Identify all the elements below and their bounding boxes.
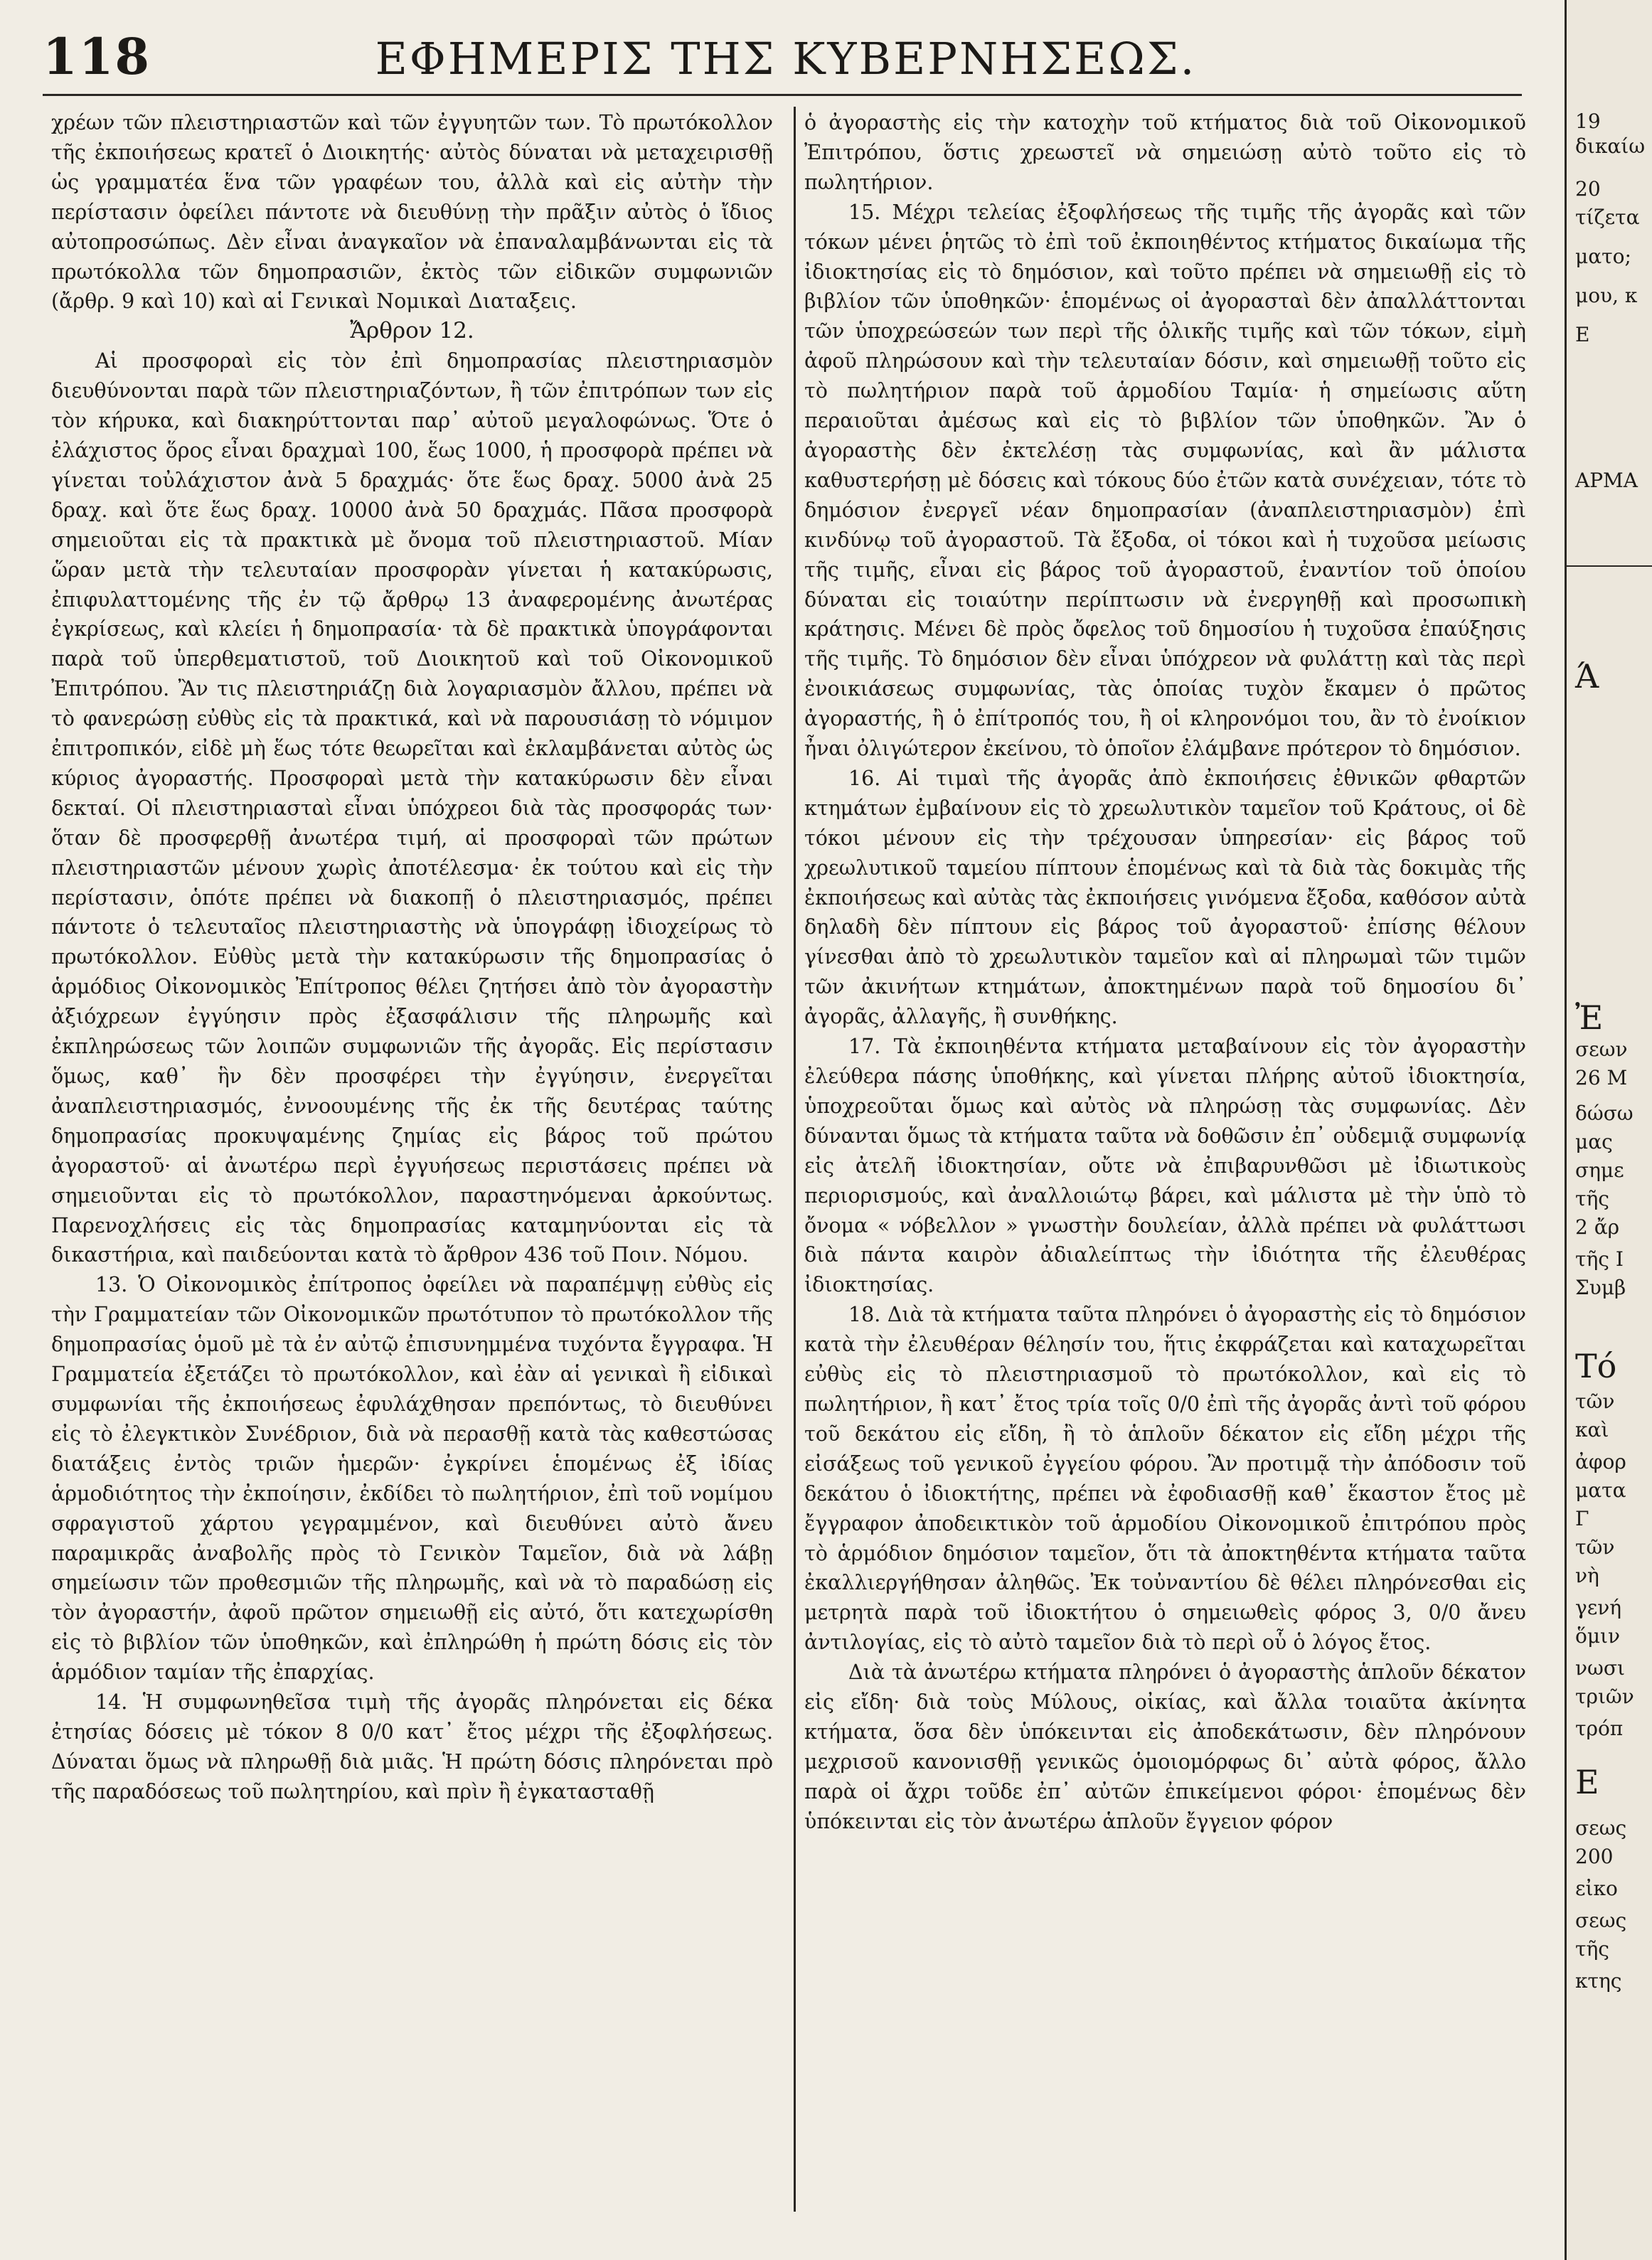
adjacent-page-fragment: κτης — [1575, 1969, 1622, 1993]
adjacent-page-fragment: 19 — [1575, 110, 1601, 133]
adjacent-page-fragment: ἀφορ — [1575, 1450, 1626, 1473]
paragraph-16: 16. Αἱ τιμαὶ τῆς ἀγορᾶς ἀπὸ ἐκποιήσεις ἐθνικῶν φθαρτῶν κτημάτων ἐμβαίνουν εἰς τὸ χρεωλυτικὸν ταμεῖον τοῦ Κράτους, οἱ δὲ τόκοι μένουν εἰς τὴν τρέχουσαν ὑπηρεσίαν· εἰς βάρος τοῦ χρεωλυτικοῦ ταμείου πίπτουν ἑπομένως καὶ τὰ διὰ τὰς δοκιμὰς τῆς ἐκποιήσεως καὶ αὐτὰς τὰς ἐκποιήσεις γινόμενα ἔξοδα, καθόσον αὐτὰ δηλαδὴ δὲν πίπτουν εἰς βάρος τοῦ ἀγοραστοῦ· ἐπίσης θέλουν γίνεσθαι ἀπὸ τὸ χρεωλυτικὸν ταμεῖον καὶ αἱ πληρωμαὶ τῶν τιμῶν τῶν ἀκινήτων κτημάτων, ἀποκτημένων παρὰ τοῦ δημοσίου δι᾽ ἀγορᾶς, ἀλλαγῆς, ἢ συνθήκης. — [804, 766, 1526, 1029]
adjacent-page-fragment: ματα — [1575, 1478, 1626, 1502]
column-divider — [794, 107, 796, 2212]
header-rule — [43, 94, 1522, 96]
adjacent-page-edge — [1565, 0, 1652, 2260]
adjacent-page-fragment: σεως — [1575, 1816, 1627, 1840]
adjacent-page-fragment: Ε — [1575, 1763, 1599, 1801]
adjacent-page-fragment: 26 Μ — [1575, 1066, 1628, 1089]
paragraph-14: 14. Ἡ συμφωνηθεῖσα τιμὴ τῆς ἀγορᾶς πληρόνεται εἰς δέκα ἐτησίας δόσεις μὲ τόκον 8 0/0 κατ᾽ ἔτος μέχρι τῆς ἐξοφλήσεως. Δύναται ὅμως νὰ πληρωθῇ διὰ μιᾶς. Ἡ πρώτη δόσις πληρόνεται πρὸ τῆς παραδόσεως τοῦ πωλητηρίου, καὶ πρὶν ἢ ἐγκατασταθῇ — [51, 1690, 773, 1803]
adjacent-page-fragment: μας — [1575, 1130, 1613, 1153]
adjacent-page-fragment: σεων — [1575, 1038, 1628, 1061]
adjacent-page-fragment: τῶν — [1575, 1535, 1615, 1559]
paragraph-14-continued: ὁ ἀγοραστὴς εἰς τὴν κατοχὴν τοῦ κτήματος διὰ τοῦ Οἰκονομικοῦ Ἐπιτρόπου, ὅστις χρεωστεῖ νὰ σημειώσῃ αὐτὸ τοῦτο εἰς τὸ πωλητήριον. — [804, 111, 1526, 194]
adjacent-page-fragment: σεως — [1575, 1909, 1627, 1932]
adjacent-page-fragment: ὅμιν — [1575, 1624, 1621, 1648]
adjacent-page-fragment: Τό — [1575, 1347, 1617, 1385]
adjacent-page-fragment: τῶν — [1575, 1390, 1615, 1413]
paragraph-18: 18. Διὰ τὰ κτήματα ταῦτα πληρόνει ὁ ἀγοραστὴς εἰς τὸ δημόσιον κατὰ τὴν ἐλευθέραν θέλησίν του, ἥτις ἐκφράζεται καὶ καταχωρεῖται εὐθὺς εἰς τὸ πλειστηριασμοῦ τὸ πρωτόκολλον, καὶ εἰς τὸ πωλητήριον, ἢ κατ᾽ ἔτος τρία τοῖς 0/0 ἐπὶ τῆς ἀγορᾶς ἀντὶ τοῦ φόρου τοῦ δεκάτου εἰς εἴδη, ἢ τὸ ἁπλοῦν δέκατον εἰς εἴδη μέχρι τῆς εἰσάξεως τοῦ γενικοῦ ἐγγείου φόρου. Ἂν προτιμᾷ τὴν ἀπόδοσιν τοῦ δεκάτου ὁ ἰδιοκτήτης, πρέπει νὰ ἐφοδιασθῇ καθ᾽ ἕκαστον ἔτος μὲ ἔγγραφον ἀποδεικτικὸν τοῦ ἁρμοδίου Οἰκονομικοῦ ἐπιτρόπου πρὸς τὸ ἁρμόδιον δημόσιον ταμεῖον, ὅτι τὰ ἀποκτηθέντα κτήματα ταῦτα ἐκαλλιεργήθησαν ἀληθῶς. Ἐκ τοὐναντίου δὲ θέλει πληρόνεσθαι εἰς μετρητὰ παρὰ τοῦ ἰδιοκτήτου ὁ σημειωθεὶς φόρος 3, 0/0 ἄνευ ἀντιλογίας, εἰς τὸ αὐτὸ ταμεῖον διὰ τὸ περὶ οὗ ὁ λόγος ἔτος. — [804, 1303, 1526, 1655]
adjacent-page-fragment: σημε — [1575, 1158, 1624, 1182]
page-number: 118 — [43, 27, 151, 86]
adjacent-page-fragment: Συμβ — [1575, 1276, 1626, 1299]
right-column — [804, 108, 1526, 2234]
adjacent-page-fragment: Ἐ — [1575, 998, 1604, 1037]
article-heading: Ἄρθρον 12. — [350, 318, 474, 344]
journal-title: ΕΦΗΜΕΡΙΣ ΤΗΣ ΚΥΒΕΡΝΗΣΕΩΣ. — [375, 33, 1197, 85]
paragraph-18-second: Διὰ τὰ ἀνωτέρω κτήματα πληρόνει ὁ ἀγοραστὴς ἁπλοῦν δέκατον εἰς εἴδη· διὰ τοὺς Μύλους, οἰκίας, καὶ ἄλλα τοιαῦτα ἀκίνητα κτήματα, ὅσα δὲν ὑπόκεινται εἰς ἀποδεκάτωσιν, δὲν πληρόνουν μεχρισοῦ κανονισθῇ γενικῶς ὁμοιομόρφως δι᾽ αὐτὰ φόρος, ἄλλο παρὰ οἱ ἄχρι τοῦδε ἐπ᾽ αὐτῶν ἐπικείμενοι φόροι· ἑπομένως δὲν ὑπόκεινται εἰς τὸν ἀνωτέρω ἁπλοῦν ἔγγειον φόρον — [804, 1661, 1526, 1833]
page-header — [43, 27, 1529, 95]
adjacent-page-fragment: 2 ἄρ — [1575, 1215, 1620, 1239]
adjacent-page-fragment: τριῶν — [1575, 1685, 1634, 1708]
adjacent-page-fragment: τῆς — [1575, 1937, 1609, 1961]
adjacent-page-fragment: μου, κ — [1575, 284, 1638, 307]
adjacent-page-fragment: 200 — [1575, 1845, 1614, 1868]
paragraph-article-12: Αἱ προσφοραὶ εἰς τὸν ἐπὶ δημοπρασίας πλειστηριασμὸν διευθύνονται παρὰ τῶν πλειστηριαζόντων, ἢ τῶν ἐπιτρόπων των εἰς τὸν κήρυκα, καὶ διακηρύττονται παρ᾽ αὐτοῦ μεγαλοφώνως. Ὅτε ὁ ἐλάχιστος ὅρος εἶναι δραχμαὶ 100, ἕως 1000, ἡ προσφορὰ πρέπει νὰ γίνεται τοὐλάχιστον ἀνὰ 5 δραχμάς· ὅτε ἕως δραχ. 5000 ἀνὰ 25 δραχ. καὶ ὅτε ἕως δραχ. 10000 ἀνὰ 50 δραχμάς. Πᾶσα προσφορὰ σημειοῦται εἰς τὰ πρακτικὰ μὲ ὄνομα τοῦ πλειστηριαστοῦ. Μίαν ὥραν μετὰ τὴν τελευταίαν προσφορὰν γίνεται ἡ κατακύρωσις, ἐπιφυλαττομένης τῆς ἐν τῷ ἄρθρῳ 13 ἀναφερομένης ἀνωτέρας ἐγκρίσεως, καὶ κλείει ἡ δημοπρασία· τὰ δὲ πρακτικὰ ὑπογράφονται παρὰ τοῦ ὑπερθεματιστοῦ, τοῦ Διοικητοῦ καὶ τοῦ Οἰκονομικοῦ Ἐπιτρόπου. Ἂν τις πλειστηριάζῃ διὰ λογαριασμὸν ἄλλου, πρέπει νὰ τὸ φανερώσῃ εὐθὺς εἰς τὰ πρακτικά, καὶ νὰ παρουσιάσῃ τὸ νόμιμον ἐπιτροπικόν, εἰδὲ μὴ ἕως τότε θεωρεῖται καὶ ἐκλαμβάνεται αὐτὸς ὡς κύριος ἀγοραστής. Προσφοραὶ μετὰ τὴν κατακύρωσιν δὲν εἶναι δεκταί. Οἱ πλειστηριασταὶ εἶναι ὑπόχρεοι διὰ τὰς προσφοράς των· ὅταν δὲ προσφερθῇ ἀνωτέρα τιμή, αἱ προσφοραὶ τῶν πρώτων πλειστηριαστῶν μένουν χωρὶς ἀποτέλεσμα· ἐκ τούτου καὶ εἰς τὴν περίστασιν, ὁπότε πρέπει νὰ διακοπῇ ὁ πλειστηριασμός, πρέπει πάντοτε ὁ τελευταῖος πλειστηριαστὴς νὰ ὑπογράφῃ ἰδιοχείρως τὸ πρωτόκολλον. Εὐθὺς μετὰ τὴν κατακύρωσιν τῆς δημοπρασίας ὁ ἁρμόδιος Οἰκονομικὸς Ἐπίτροπος θέλει ζητήσει ἀπὸ τὸν ἀγοραστὴν ἀξιόχρεων ἐγγύησιν πρὸς ἐξασφάλισιν τῆς πληρωμῆς καὶ ἐκπληρώσεως τῶν λοιπῶν συμφωνιῶν τῆς ἀγορᾶς. Εἰς περίστασιν ὅμως, καθ᾽ ἣν δὲν προσφέρει τὴν ἐγγύησιν, ἐνεργεῖται ἀναπλειστηριασμός, ἐννοουμένης τῆς ἐκ τῆς δευτέρας ταύτης δημοπρασίας προκυψαμένης ζημίας εἰς βάρος τοῦ πρώτου ἀγοραστοῦ· αἱ ἀνωτέρω περὶ ἐγγυήσεως περιστάσεις πρέπει νὰ σημειοῦνται εἰς τὸ πρωτόκολλον, παραστηνόμεναι ἀρκούντως. Παρενοχλήσεις εἰς τὰς δημοπρασίας καταμηνύονται εἰς τὰ δικαστήρια, καὶ παιδεύονται κατὰ τὸ ἄρθρον 436 τοῦ Ποιν. Νόμου. — [51, 349, 773, 1267]
adjacent-page-fragment: δώσω — [1575, 1102, 1634, 1125]
adjacent-page-fragment: ΑΡΜΑ — [1575, 469, 1638, 492]
adjacent-page-fragment: Ε — [1575, 323, 1590, 346]
paragraph-article-11-end: χρέων τῶν πλειστηριαστῶν καὶ τῶν ἐγγυητῶν των. Τὸ πρωτόκολλον τῆς ἐκποιήσεως κρατεῖ ὁ Διοικητής· αὐτὸς δύναται νὰ μεταχειρισθῇ ὡς γραμματέα ἕνα τῶν γραφέων του, ἀλλὰ καὶ εἰς αὐτὴν τὴν περίστασιν ὀφείλει πάντοτε νὰ διευθύνῃ τὴν πρᾶξιν αὐτὸς ὁ ἴδιος αὐτοπροσώπως. Δὲν εἶναι ἀναγκαῖον νὰ ἐπαναλαμβάνωνται εἰς τὰ πρωτόκολλα τῶν δημοπρασιῶν, ἐκτὸς τῶν εἰδικῶν συμφωνιῶν (ἄρθρ. 9 καὶ 10) καὶ αἱ Γενικαὶ Νομικαὶ Διαταξεις. — [51, 111, 773, 314]
adjacent-page-fragment: νωσι — [1575, 1656, 1625, 1680]
adjacent-page-fragment: δικαίω — [1575, 134, 1646, 158]
adjacent-page-fragment: καὶ — [1575, 1418, 1609, 1441]
adjacent-page-rule — [1567, 565, 1652, 567]
adjacent-page-fragment: εἰκο — [1575, 1877, 1618, 1900]
left-column — [51, 108, 773, 2234]
adjacent-page-fragment: τῆς — [1575, 1187, 1609, 1210]
adjacent-page-fragment: ματο; — [1575, 245, 1631, 268]
adjacent-page-fragment: Ά — [1575, 657, 1599, 695]
adjacent-page-fragment: Γ — [1575, 1507, 1589, 1530]
paragraph-17: 17. Τὰ ἐκποιηθέντα κτήματα μεταβαίνουν εἰς τὸν ἀγοραστὴν ἐλεύθερα πάσης ὑποθήκης, καὶ γίνεται πλήρης αὐτοῦ ἰδιοκτησία, ὑποχρεοῦται ὅμως καὶ αὐτὸς νὰ πληρώσῃ τὰς συμφωνίας. Δὲν δύνανται ὅμως τὰ κτήματα ταῦτα νὰ δοθῶσιν ἐπ᾽ οὐδεμιᾷ συμφωνίᾳ εἰς ἀτελῆ ἰδιοκτησίαν, οὔτε νὰ ἐπιβαρυνθῶσι μὲ ἰδιωτικοὺς περιορισμούς, καὶ ἀναλλοιώτῳ βάρει, καὶ μάλιστα μὲ τὴν ὑπὸ τὸ ὄνομα « νόβελλον » γνωστὴν δουλείαν, ἀλλὰ πρέπει νὰ φυλάττωσι διὰ πάντα καιρὸν ἀδιαλείπτως τὴν ἰδιότητα τῆς ἐλευθέρας ἰδιοκτησίας. — [804, 1035, 1526, 1297]
adjacent-page-fragment: τῆς Ι — [1575, 1247, 1624, 1271]
adjacent-page-fragment: γενή — [1575, 1596, 1622, 1619]
paragraph-15: 15. Μέχρι τελείας ἐξοφλήσεως τῆς τιμῆς τῆς ἀγορᾶς καὶ τῶν τόκων μένει ῥητῶς τὸ ἐπὶ τοῦ ἐκποιηθέντος κτήματος δικαίωμα τῆς ἰδιοκτησίας εἰς τὸ δημόσιον, καὶ τοῦτο πρέπει νὰ σημειωθῇ εἰς τὸ βιβλίον τῶν ὑποθηκῶν· ἑπομένως οἱ ἀγορασταὶ δὲν ἀπαλλάττονται τῶν ὑποχρεώσεών των περὶ τῆς ὁλικῆς τιμῆς καὶ τῶν τόκων, εἰμὴ ἀφοῦ πληρώσουν καὶ τὴν τελευταίαν δόσιν, καὶ σημειωθῇ τοῦτο εἰς τὸ πωλητήριον παρὰ τοῦ ἁρμοδίου Ταμία· ἡ σημείωσις αὕτη περαιοῦται ἀμέσως καὶ εἰς τὸ βιβλίον τῶν ὑποθηκῶν. Ἂν ὁ ἀγοραστὴς δὲν ἐκτελέσῃ τὰς συμφωνίας, καὶ ἂν μάλιστα καθυστερήσῃ μὲ δόσεις καὶ τόκους δύο ἐτῶν κατὰ συνέχειαν, τότε τὸ δημόσιον ἐνεργεῖ νέαν δημοπρασίαν (ἀναπλειστηριασμὸν) ἐπὶ κινδύνῳ τοῦ ἀγοραστοῦ. Τὰ ἔξοδα, οἱ τόκοι καὶ ἡ τυχοῦσα μείωσις τῆς τιμῆς, εἶναι εἰς βάρος τοῦ ἀγοραστοῦ, ἐναντίον τοῦ ὁποίου δύναται εἰς τοιαύτην περίπτωσιν νὰ ἐνεργηθῇ καὶ προσωπικὴ κράτησις. Μένει δὲ πρὸς ὄφελος τοῦ δημοσίου ἡ τυχοῦσα ἐπαύξησις τῆς τιμῆς. Τὸ δημόσιον δὲν εἶναι ὑπόχρεον νὰ φυλάττῃ καὶ τὰς περὶ ἐνοικιάσεως συμφωνίας, τὰς ὁποίας τυχὸν ἔκαμεν ὁ πρῶτος ἀγοραστής, ἢ ὁ ἐπίτροπός του, ἢ οἱ κληρονόμοι του, ἂν τὸ ἐνοίκιον ἦναι ὀλιγώτερον ἐκείνου, τὸ ὁποῖον ἐλάμβανε πρότερον τὸ δημόσιον. — [804, 200, 1526, 761]
adjacent-page-fragment: νὴ — [1575, 1564, 1599, 1587]
adjacent-page-fragment: 20 — [1575, 177, 1601, 201]
adjacent-page-fragment: τρόπ — [1575, 1717, 1624, 1740]
paragraph-13: 13. Ὁ Οἰκονομικὸς ἐπίτροπος ὀφείλει νὰ παραπέμψῃ εὐθὺς εἰς τὴν Γραμματείαν τῶν Οἰκονομικῶν πρωτότυπον τὸ πρωτόκολλον τῆς δημοπρασίας ὁμοῦ μὲ τὰ ἐν αὐτῷ ἐπισυνημμένα τυχόντα ἔγγραφα. Ἡ Γραμματεία ἐξετάζει τὸ πρωτόκολλον, καὶ ἐὰν αἱ γενικαὶ ἢ εἰδικαὶ συμφωνίαι τῆς ἐκποιήσεως ἐφυλάχθησαν πρεπόντως, τὸ διευθύνει εἰς τὸ ἐλεγκτικὸν Συνέδριον, διὰ νὰ περασθῇ κατὰ τὰς καθεστώσας διατάξεις ἐντὸς τριῶν ἡμερῶν· ἐγκρίνει ἑπομένως ἐξ ἰδίας ἁρμοδιότητος τὴν ἐκποίησιν, ἐκδίδει τὸ πωλητήριον, ἐπὶ τοῦ νομίμου σφραγιστοῦ χάρτου γεγραμμένον, καὶ διευθύνει αὐτὸ ἄνευ παραμικρᾶς ἀναβολῆς πρὸς τὸ Γενικὸν Ταμεῖον, διὰ νὰ λάβῃ σημείωσιν τῶν προθεσμιῶν τῆς πληρωμῆς, καὶ νὰ τὸ παραδώσῃ εἰς τὸν ἀγοραστήν, ἀφοῦ πρῶτον σημειωθῇ εἰς αὐτό, ὅτι κατεχωρίσθη εἰς τὸ βιβλίον τῶν ὑποθηκῶν, καὶ ἐπληρώθη ἡ πρώτη δόσις εἰς τὸν ἁρμόδιον ταμίαν τῆς ἐπαρχίας. — [51, 1273, 773, 1685]
adjacent-page-fragment: τίζετα — [1575, 206, 1640, 229]
